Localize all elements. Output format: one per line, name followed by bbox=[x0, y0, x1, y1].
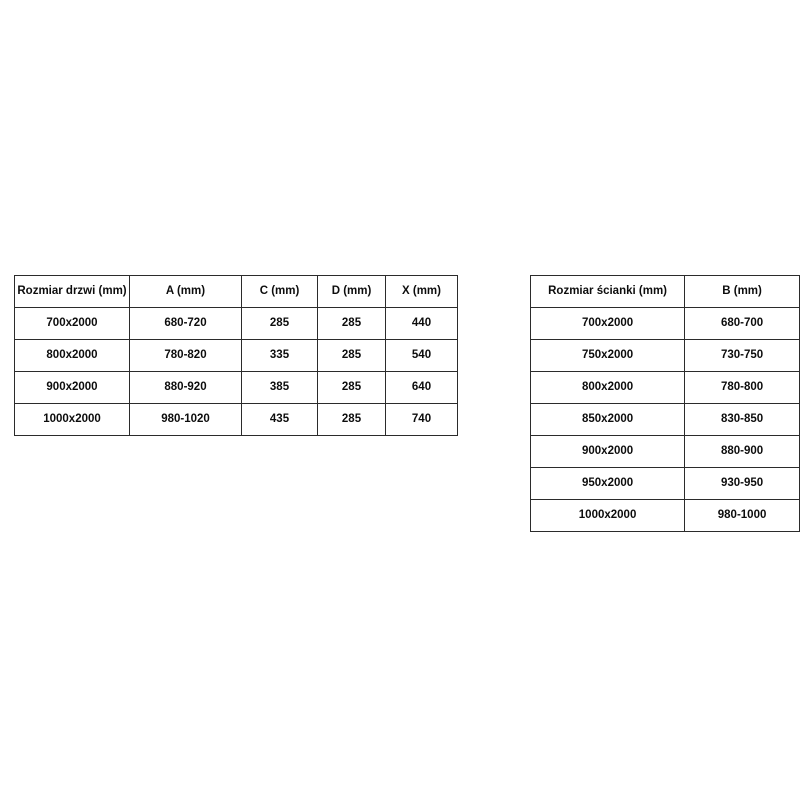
column-header-b: B (mm) bbox=[685, 276, 800, 308]
cell-x: 540 bbox=[386, 340, 458, 372]
cell-wall-size: 900x2000 bbox=[531, 436, 685, 468]
table-row bbox=[15, 340, 458, 372]
cell-b: 830-850 bbox=[685, 404, 800, 436]
cell-a: 880-920 bbox=[130, 372, 242, 404]
cell-b: 680-700 bbox=[685, 308, 800, 340]
cell-wall-size: 800x2000 bbox=[531, 372, 685, 404]
cell-b: 780-800 bbox=[685, 372, 800, 404]
cell-a: 980-1020 bbox=[130, 404, 242, 436]
cell-x: 640 bbox=[386, 372, 458, 404]
cell-x: 440 bbox=[386, 308, 458, 340]
table-row bbox=[531, 468, 800, 500]
cell-c: 335 bbox=[242, 340, 318, 372]
column-header-door-size: Rozmiar drzwi (mm) bbox=[15, 276, 130, 308]
table-header-row bbox=[531, 276, 800, 308]
table-row bbox=[531, 436, 800, 468]
cell-wall-size: 850x2000 bbox=[531, 404, 685, 436]
cell-door-size: 800x2000 bbox=[15, 340, 130, 372]
column-header-wall-size: Rozmiar ścianki (mm) bbox=[531, 276, 685, 308]
cell-wall-size: 950x2000 bbox=[531, 468, 685, 500]
table-row bbox=[15, 404, 458, 436]
column-header-d: D (mm) bbox=[318, 276, 386, 308]
table-header-row bbox=[15, 276, 458, 308]
cell-c: 285 bbox=[242, 308, 318, 340]
cell-wall-size: 1000x2000 bbox=[531, 500, 685, 532]
cell-b: 980-1000 bbox=[685, 500, 800, 532]
cell-d: 285 bbox=[318, 340, 386, 372]
cell-door-size: 900x2000 bbox=[15, 372, 130, 404]
table-row bbox=[531, 308, 800, 340]
cell-b: 930-950 bbox=[685, 468, 800, 500]
cell-d: 285 bbox=[318, 308, 386, 340]
wall-size-table bbox=[530, 275, 800, 532]
cell-a: 780-820 bbox=[130, 340, 242, 372]
table-row bbox=[15, 372, 458, 404]
cell-door-size: 1000x2000 bbox=[15, 404, 130, 436]
cell-c: 435 bbox=[242, 404, 318, 436]
table-row bbox=[531, 340, 800, 372]
cell-d: 285 bbox=[318, 372, 386, 404]
column-header-x: X (mm) bbox=[386, 276, 458, 308]
column-header-a: A (mm) bbox=[130, 276, 242, 308]
cell-x: 740 bbox=[386, 404, 458, 436]
table-row bbox=[531, 404, 800, 436]
cell-a: 680-720 bbox=[130, 308, 242, 340]
cell-c: 385 bbox=[242, 372, 318, 404]
column-header-c: C (mm) bbox=[242, 276, 318, 308]
cell-wall-size: 700x2000 bbox=[531, 308, 685, 340]
table-row bbox=[15, 308, 458, 340]
table-row bbox=[531, 372, 800, 404]
table-row bbox=[531, 500, 800, 532]
cell-d: 285 bbox=[318, 404, 386, 436]
cell-b: 880-900 bbox=[685, 436, 800, 468]
cell-wall-size: 750x2000 bbox=[531, 340, 685, 372]
doors-size-table bbox=[14, 275, 458, 436]
cell-b: 730-750 bbox=[685, 340, 800, 372]
cell-door-size: 700x2000 bbox=[15, 308, 130, 340]
